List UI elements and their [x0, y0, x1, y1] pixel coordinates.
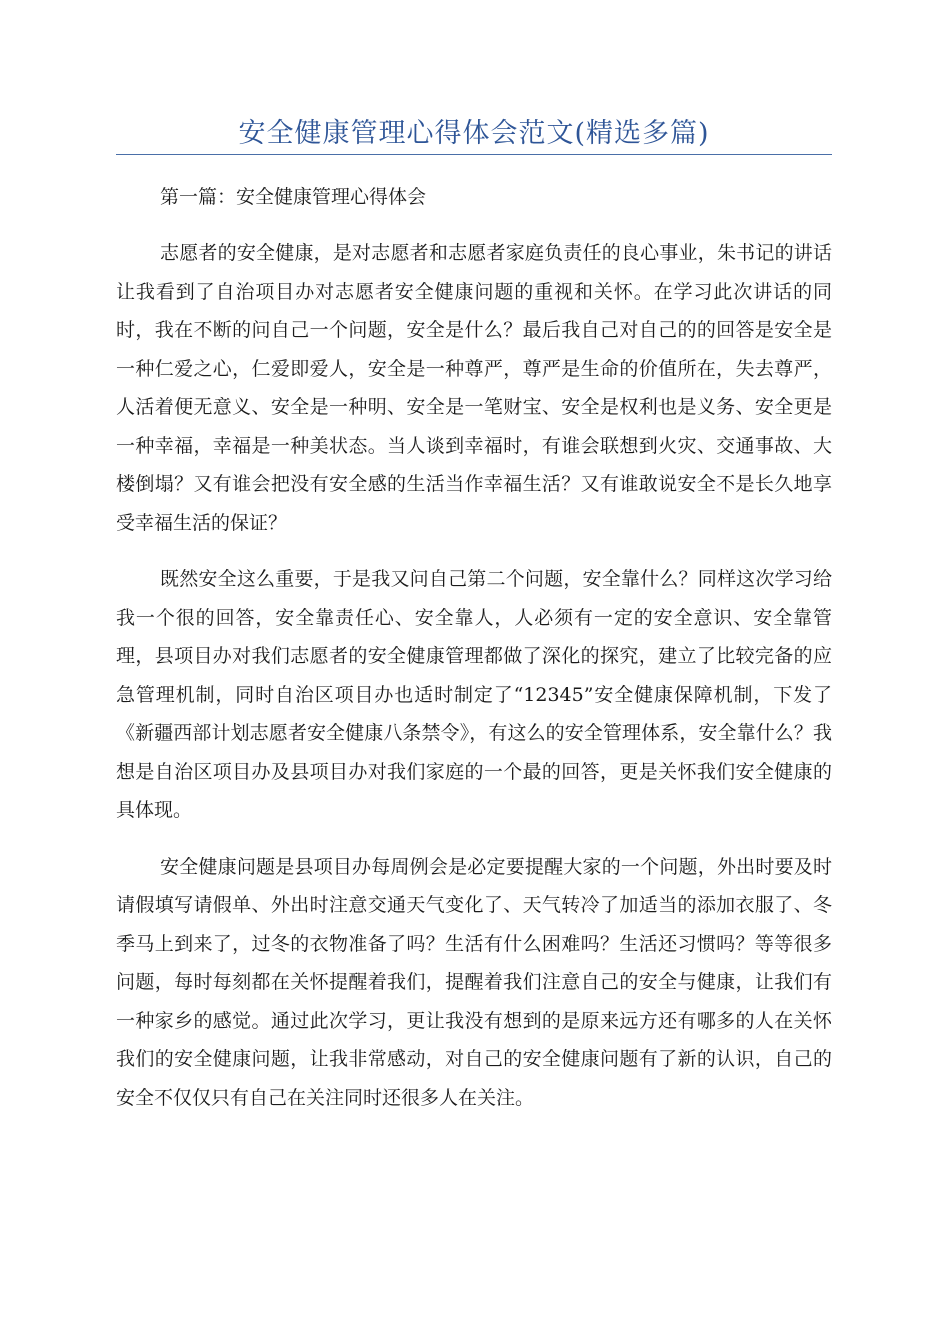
paragraph-3: 安全健康问题是县项目办每周例会是必定要提醒大家的一个问题，外出时要及时请假填写请假单、外出时注意交通天气变化了、天气转冷了加适当的添加衣服了、冬季马上到来了，过冬的衣物准备了吗？生活有什么困难吗？生活还习惯吗？等等很多问题，每时每刻都在关怀提醒着我们，提醒着我们注意自己的安全与健康，让我们有一种家乡的感觉。通过此次学习，更让我没有想到的是原来远方还有哪多的人在关怀我们的安全健康问题，让我非常感动，对自己的安全健康问题有了新的认识，自己的安全不仅仅只有自己在关注同时还很多人在关注。: [116, 855, 832, 1109]
section-heading: 第一篇：安全健康管理心得体会: [160, 186, 427, 208]
paragraph-1: 志愿者的安全健康，是对志愿者和志愿者家庭负责任的良心事业，朱书记的讲话让我看到了自治项目办对志愿者安全健康问题的重视和关怀。在学习此次讲话的同时，我在不断的问自己一个问题，安全是什么？最后我自己对自己的的回答是安全是一种仁爱之心，仁爱即爱人，安全是一种尊严，尊严是生命的价值所在，失去尊严，人活着便无意义、安全是一种明、安全是一笔财宝、安全是权利也是义务、安全更是一种幸福，幸福是一种美状态。当人谈到幸福时，有谁会联想到火灾、交通事故、大楼倒塌？又有谁会把没有安全感的生活当作幸福生活？又有谁敢说安全不是长久地享受幸福生活的保证？: [116, 242, 832, 534]
title-underline: [116, 154, 832, 155]
document-title: 安全健康管理心得体会范文(精选多篇): [238, 118, 710, 149]
paragraph-2: 既然安全这么重要，于是我又问自己第二个问题，安全靠什么？同样这次学习给我一个很的回答，安全靠责任心、安全靠人，人必须有一定的安全意识、安全靠管理，县项目办对我们志愿者的安全健康管理都做了深化的探究，建立了比较完备的应急管理机制，同时自治区项目办也适时制定了“12345”安全健康保障机制，下发了《新疆西部计划志愿者安全健康八条禁令》，有这么的安全管理体系，安全靠什么？我想是自治区项目办及县项目办对我们家庭的一个最的回答，更是关怀我们安全健康的具体现。: [116, 568, 832, 821]
